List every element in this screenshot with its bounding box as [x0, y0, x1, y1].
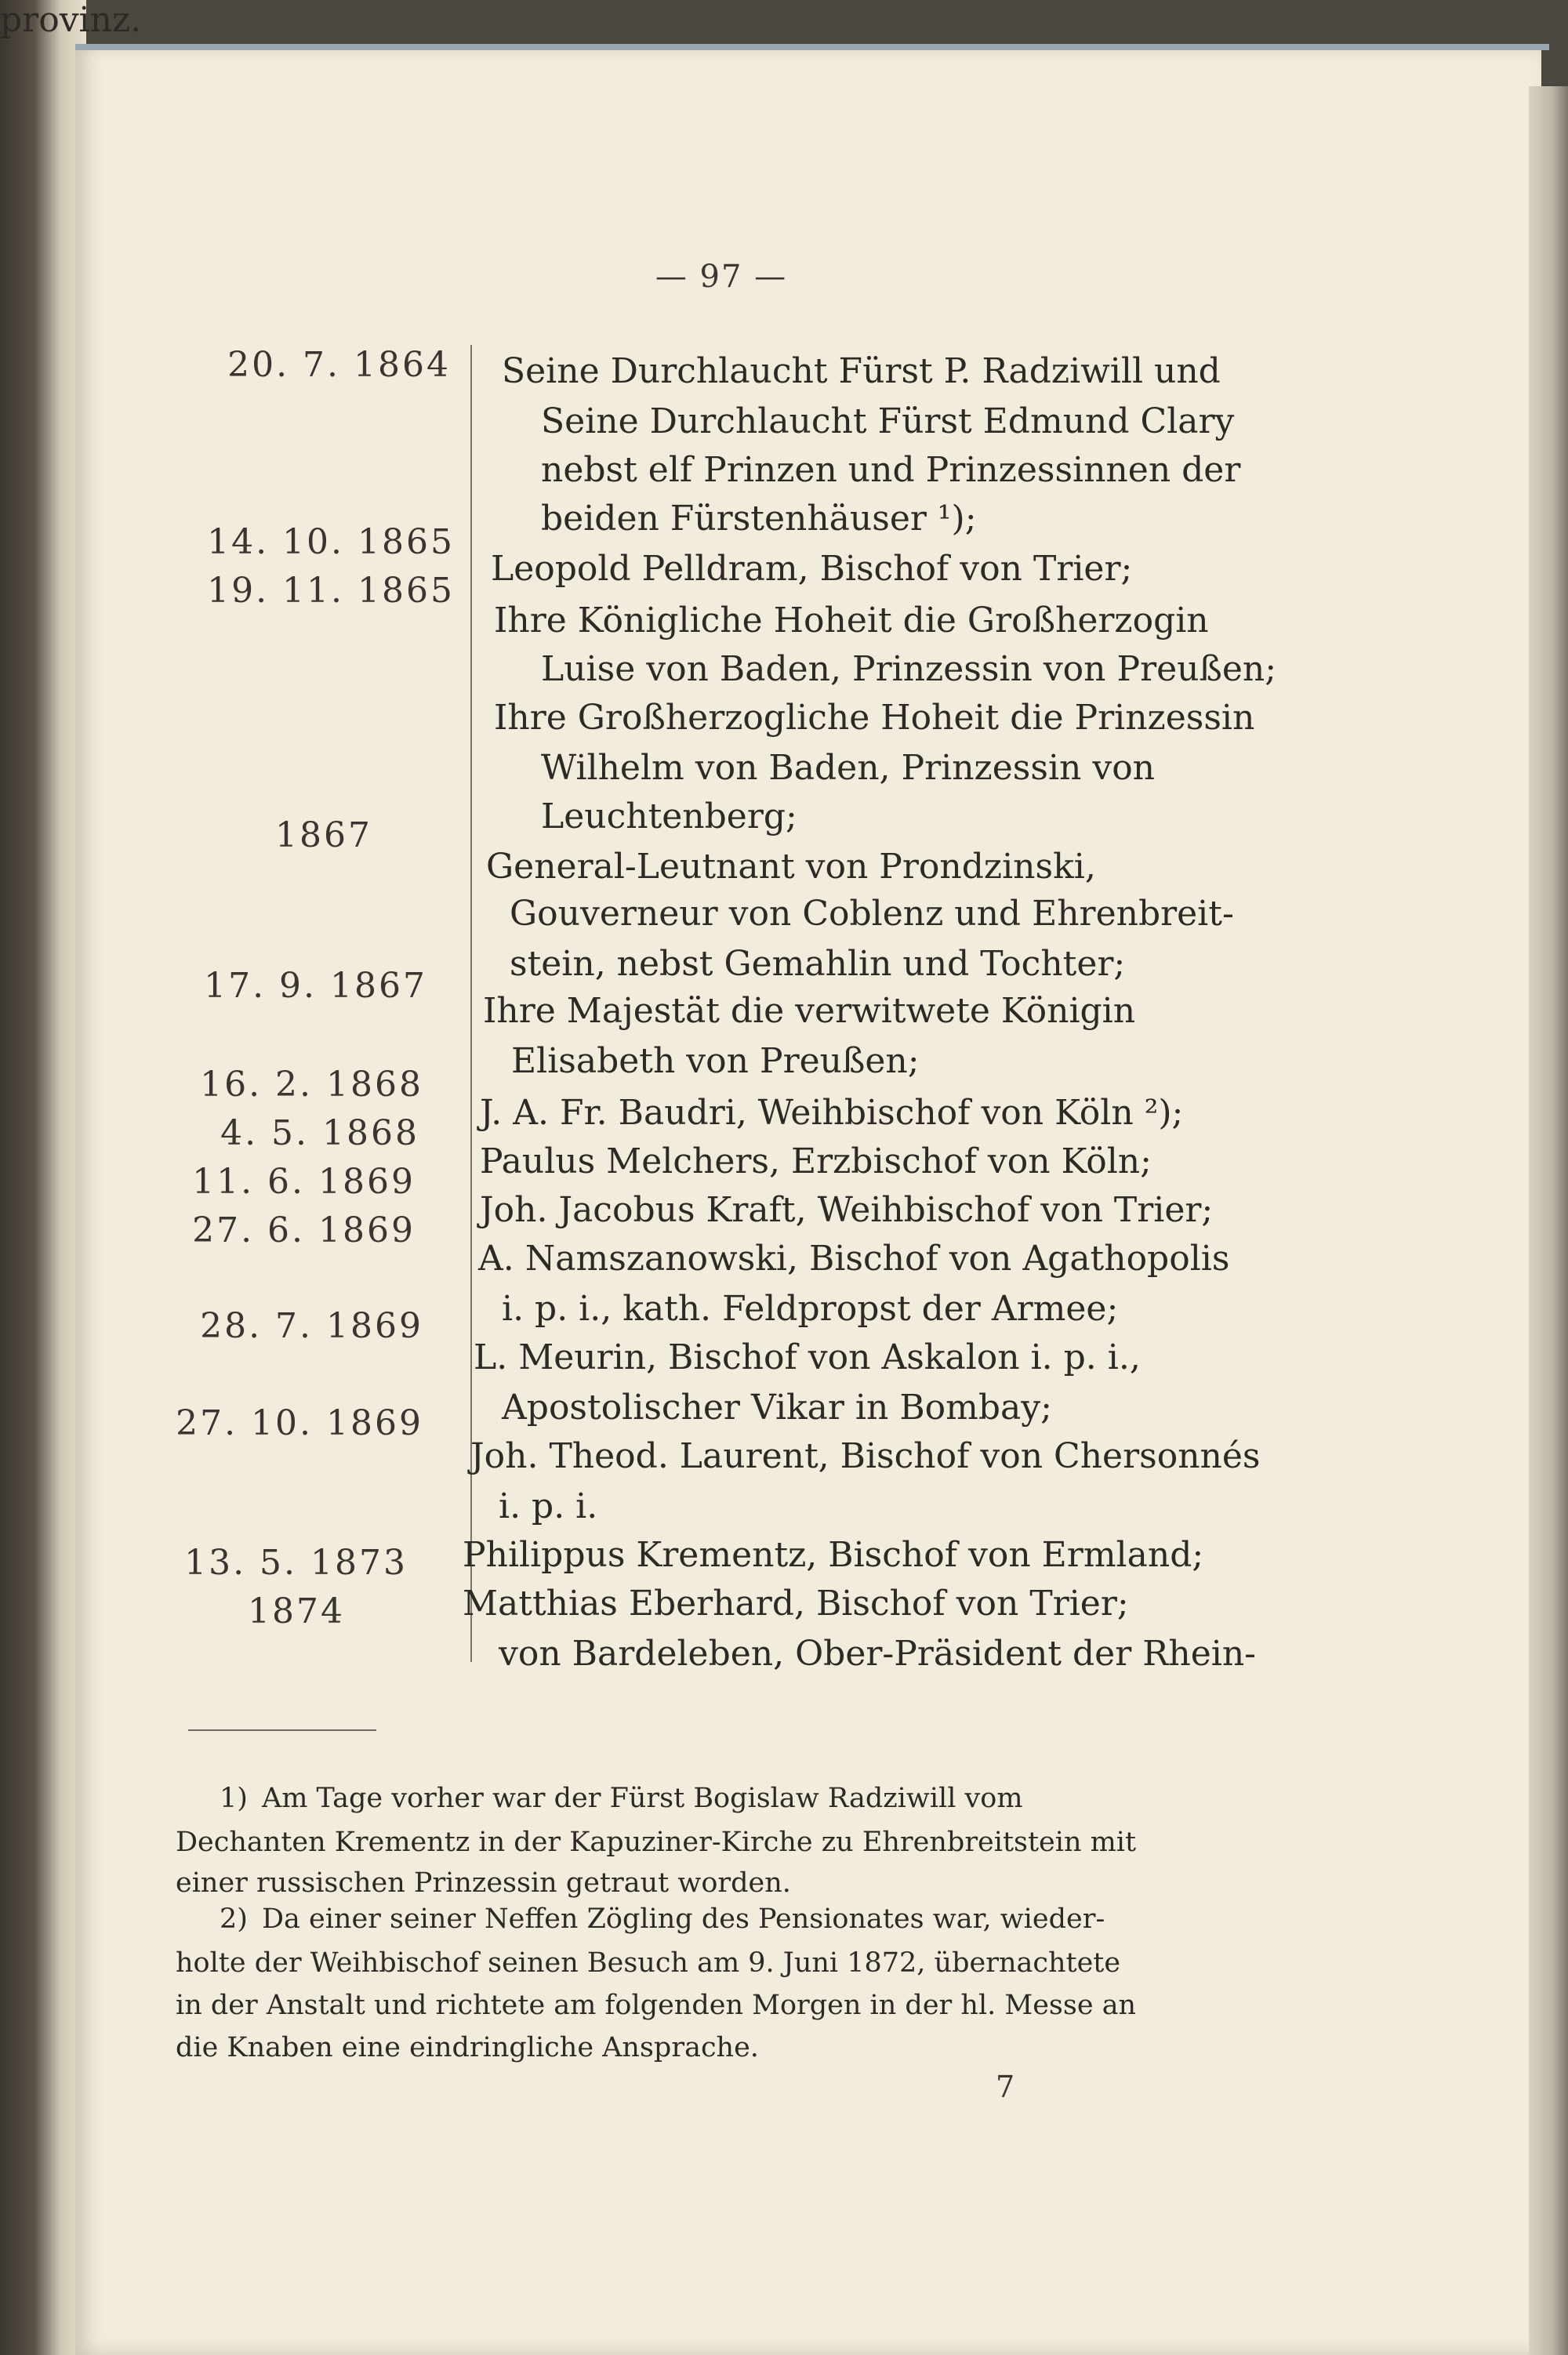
entry-line: A. Namszanowski, Bischof von Agathopolis: [478, 1239, 1230, 1279]
footnote-text: Am Tage vorher war der Fürst Bogislaw Radziwill vom: [261, 1783, 1023, 1814]
entry-line: Matthias Eberhard, Bischof von Trier;: [463, 1584, 1129, 1624]
entry-line: J. A. Fr. Baudri, Weihbischof von Köln ²);: [480, 1093, 1184, 1133]
entry-line: Elisabeth von Preußen;: [511, 1041, 920, 1081]
footnote-mark: 1): [220, 1783, 248, 1814]
entry-line: Ihre Königliche Hoheit die Großherzogin: [494, 601, 1209, 640]
entry-line: Paulus Melchers, Erzbischof von Köln;: [480, 1141, 1152, 1181]
footnote-text: holte der Weihbischof seinen Besuch am 9. Juni 1872, übernachtete: [176, 1947, 1121, 1979]
footnote-text: die Knaben eine eindringliche Ansprache.: [176, 2032, 759, 2063]
entry-date: 17. 9. 1867: [204, 966, 427, 1006]
entry-line: nebst elf Prinzen und Prinzessinnen der: [541, 450, 1241, 490]
page-number-header: — 97 —: [655, 259, 788, 295]
signature-mark: 7: [996, 2070, 1015, 2104]
footnote-line: [220, 1783, 1023, 1814]
entry-date: 4. 5. 1868: [220, 1113, 419, 1153]
entry-date: 16. 2. 1868: [200, 1065, 423, 1105]
entry-line: Luise von Baden, Prinzessin von Preußen;: [541, 649, 1277, 689]
footnote-line: [176, 1990, 1136, 2021]
entry-line: Gouverneur von Coblenz und Ehrenbreit-: [510, 894, 1234, 934]
entry-date: 14. 10. 1865: [207, 522, 455, 562]
entry-date: 13. 5. 1873: [184, 1543, 408, 1583]
footnote-text: in der Anstalt und richtete am folgenden Morgen in der hl. Messe an: [176, 1990, 1137, 2021]
entry-line: L. Meurin, Bischof von Askalon i. p. i.,: [474, 1337, 1141, 1377]
entry-date: 11. 6. 1869: [192, 1162, 416, 1202]
entry-line: Leuchtenberg;: [541, 796, 797, 836]
entry-line: General-Leutnant von Prondzinski,: [486, 847, 1096, 887]
entry-date: 27. 6. 1869: [192, 1210, 416, 1250]
entry-line: Philippus Krementz, Bischof von Ermland;: [463, 1535, 1204, 1575]
entry-line: Ihre Großherzogliche Hoheit die Prinzessin: [494, 698, 1255, 738]
entry-date: 1874: [248, 1591, 345, 1631]
entry-line: stein, nebst Gemahlin und Tochter;: [510, 944, 1126, 984]
entry-line: Joh. Theod. Laurent, Bischof von Chersonnés: [470, 1436, 1261, 1476]
entry-line: Seine Durchlaucht Fürst Edmund Clary: [541, 401, 1235, 441]
entry-line: Wilhelm von Baden, Prinzessin von: [541, 748, 1156, 788]
footnote-line: [176, 1947, 1120, 1979]
entry-line: von Bardeleben, Ober-Präsident der Rhein-: [499, 1634, 1257, 1674]
entry-line: beiden Fürstenhäuser ¹);: [541, 499, 977, 539]
footnote-mark: 2): [220, 1903, 248, 1935]
entry-date: 27. 10. 1869: [176, 1403, 423, 1443]
entry-line: i. p. i.: [499, 1486, 598, 1526]
entry-date: 28. 7. 1869: [200, 1306, 423, 1346]
footnote-line: [176, 1827, 1136, 1858]
page-fore-edge: [1529, 86, 1568, 2355]
entry-line: Joh. Jacobus Kraft, Weihbischof von Trier;: [480, 1190, 1214, 1230]
footnote-text: Dechanten Krementz in der Kapuziner-Kirche zu Ehrenbreitstein mit: [176, 1827, 1137, 1858]
footnote-rule: [188, 1729, 376, 1731]
entry-date: 19. 11. 1865: [207, 571, 455, 611]
entry-date: 1867: [275, 815, 372, 855]
footnote-text: Da einer seiner Neffen Zögling des Pensionates war, wieder-: [261, 1903, 1105, 1935]
entry-line: Leopold Pelldram, Bischof von Trier;: [491, 549, 1133, 589]
entry-line: provinz.: [0, 0, 142, 40]
entry-date: 20. 7. 1864: [227, 345, 451, 385]
footnote-text: einer russischen Prinzessin getraut worden.: [176, 1867, 791, 1899]
entry-line: i. p. i., kath. Feldpropst der Armee;: [502, 1289, 1119, 1329]
entry-line: Ihre Majestät die verwitwete Königin: [483, 991, 1136, 1031]
entry-line: Seine Durchlaucht Fürst P. Radziwill und: [502, 351, 1221, 391]
footnote-line: [220, 1903, 1105, 1935]
page-top-edge: [75, 44, 1549, 50]
entry-line: Apostolischer Vikar in Bombay;: [502, 1388, 1052, 1428]
footnote-line: [176, 1867, 791, 1899]
footnote-line: [176, 2032, 759, 2063]
